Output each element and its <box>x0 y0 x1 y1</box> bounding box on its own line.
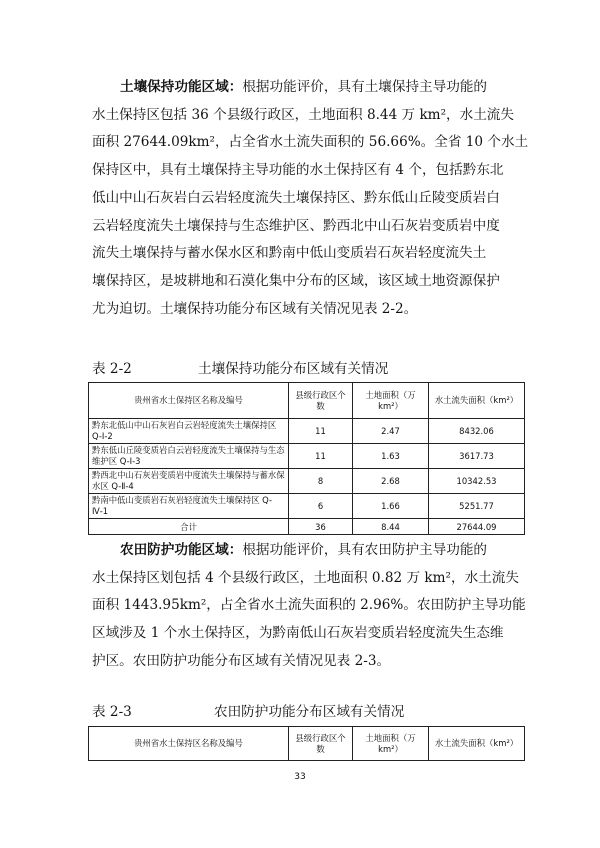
paragraph-line: 面积 1443.95km²，占全省水土流失面积的 2.96%。农田防护主导功能 <box>92 597 526 614</box>
table-row <box>89 444 525 469</box>
table-total-row <box>89 519 525 535</box>
header-loss-area: 水土流失面积（km²） <box>429 727 525 761</box>
loss-area-cell: 5251.77 <box>429 494 525 519</box>
paragraph-line: 尤为迫切。土壤保持功能分布区域有关情况见表 2-2。 <box>92 300 418 317</box>
soil-conservation-paragraph <box>92 74 529 323</box>
farmland-protection-lead: 农田防护功能区域： <box>120 542 243 558</box>
paragraph-line: 根据功能评价，具有农田防护主导功能的 <box>242 542 488 558</box>
total-label-cell: 合计 <box>89 519 289 535</box>
table-2-2-caption <box>92 358 520 380</box>
land-area-cell: 2.47 <box>353 419 429 444</box>
loss-area-cell: 8432.06 <box>429 419 525 444</box>
table-header-row <box>89 383 525 419</box>
paragraph-line: 区域涉及 1 个水土保持区，为黔南低山石灰岩变质岩轻度流失生态维 <box>92 625 504 642</box>
paragraph-line: 水土保持区包括 36 个县级行政区，土地面积 8.44 万 km²，水土流失 <box>92 106 514 123</box>
header-land-area: 土地面积（万 km²） <box>353 727 429 761</box>
header-region-name: 贵州省水土保持区名称及编号 <box>89 383 289 419</box>
table-number: 表 2-3 <box>92 704 132 720</box>
land-area-cell: 1.66 <box>353 494 429 519</box>
table-title: 土壤保持功能分布区域有关情况 <box>198 361 389 377</box>
table-2-2 <box>88 382 525 535</box>
paragraph-line: 保持区中，具有土壤保持主导功能的水土保持区有 4 个，包括黔东北 <box>92 162 504 179</box>
total-land-area-cell: 8.44 <box>353 519 429 535</box>
paragraph-line: 根据功能评价，具有土壤保持主导功能的 <box>242 79 488 95</box>
paragraph-line: 水土保持区划包括 4 个县级行政区，土地面积 0.82 万 km²，水土流失 <box>92 569 519 586</box>
table-number: 表 2-2 <box>92 361 132 377</box>
land-area-cell: 1.63 <box>353 444 429 469</box>
loss-area-cell: 10342.53 <box>429 469 525 494</box>
table-row <box>89 494 525 519</box>
paragraph-line: 护区。农田防护功能分布区域有关情况见表 2-3。 <box>92 652 391 669</box>
table-2-3-caption <box>92 701 520 723</box>
loss-area-cell: 3617.73 <box>429 444 525 469</box>
county-count-cell: 11 <box>289 419 353 444</box>
region-name-cell: 黔南中低山变质岩石灰岩轻度流失土壤保持区 Q-Ⅳ-1 <box>89 494 289 519</box>
header-land-area: 土地面积（万 km²） <box>353 383 429 419</box>
header-region-name: 贵州省水土保持区名称及编号 <box>89 727 289 761</box>
county-count-cell: 6 <box>289 494 353 519</box>
paragraph-line: 低山中山石灰岩白云岩轻度流失土壤保持区、黔东低山丘陵变质岩白 <box>92 189 500 206</box>
paragraph-line: 面积 27644.09km²，占全省水土流失面积的 56.66%。全省 10 个水土 <box>92 134 529 151</box>
table-row <box>89 419 525 444</box>
header-county-count: 县级行政区个数 <box>289 727 353 761</box>
table-2-3 <box>88 726 525 761</box>
total-county-count-cell: 36 <box>289 519 353 535</box>
header-loss-area: 水土流失面积（km²） <box>429 383 525 419</box>
farmland-protection-paragraph <box>92 537 526 676</box>
header-county-count: 县级行政区个数 <box>289 383 353 419</box>
region-name-cell: 黔东低山丘陵变质岩白云岩轻度流失土壤保持与生态维护区 Q-Ⅰ-3 <box>89 444 289 469</box>
paragraph-line: 壤保持区，是坡耕地和石漠化集中分布的区域，该区域土地资源保护 <box>92 272 500 289</box>
soil-conservation-lead: 土壤保持功能区域： <box>120 79 243 95</box>
region-name-cell: 黔西北中山石灰岩变质岩中度流失土壤保持与蓄水保水区 Q-Ⅱ-4 <box>89 469 289 494</box>
land-area-cell: 2.68 <box>353 469 429 494</box>
paragraph-line: 流失土壤保持与蓄水保水区和黔南中低山变质岩石灰岩轻度流失土 <box>92 245 487 262</box>
table-header-row <box>89 727 525 761</box>
paragraph-line: 云岩轻度流失土壤保持与生态维护区、黔西北中山石灰岩变质岩中度 <box>92 217 500 234</box>
county-count-cell: 11 <box>289 444 353 469</box>
page-number: 33 <box>294 772 306 782</box>
table-row <box>89 469 525 494</box>
table-title: 农田防护功能分布区域有关情况 <box>214 704 405 720</box>
county-count-cell: 8 <box>289 469 353 494</box>
region-name-cell: 黔东北低山中山石灰岩白云岩轻度流失土壤保持区 Q-Ⅰ-2 <box>89 419 289 444</box>
total-loss-area-cell: 27644.09 <box>429 519 525 535</box>
